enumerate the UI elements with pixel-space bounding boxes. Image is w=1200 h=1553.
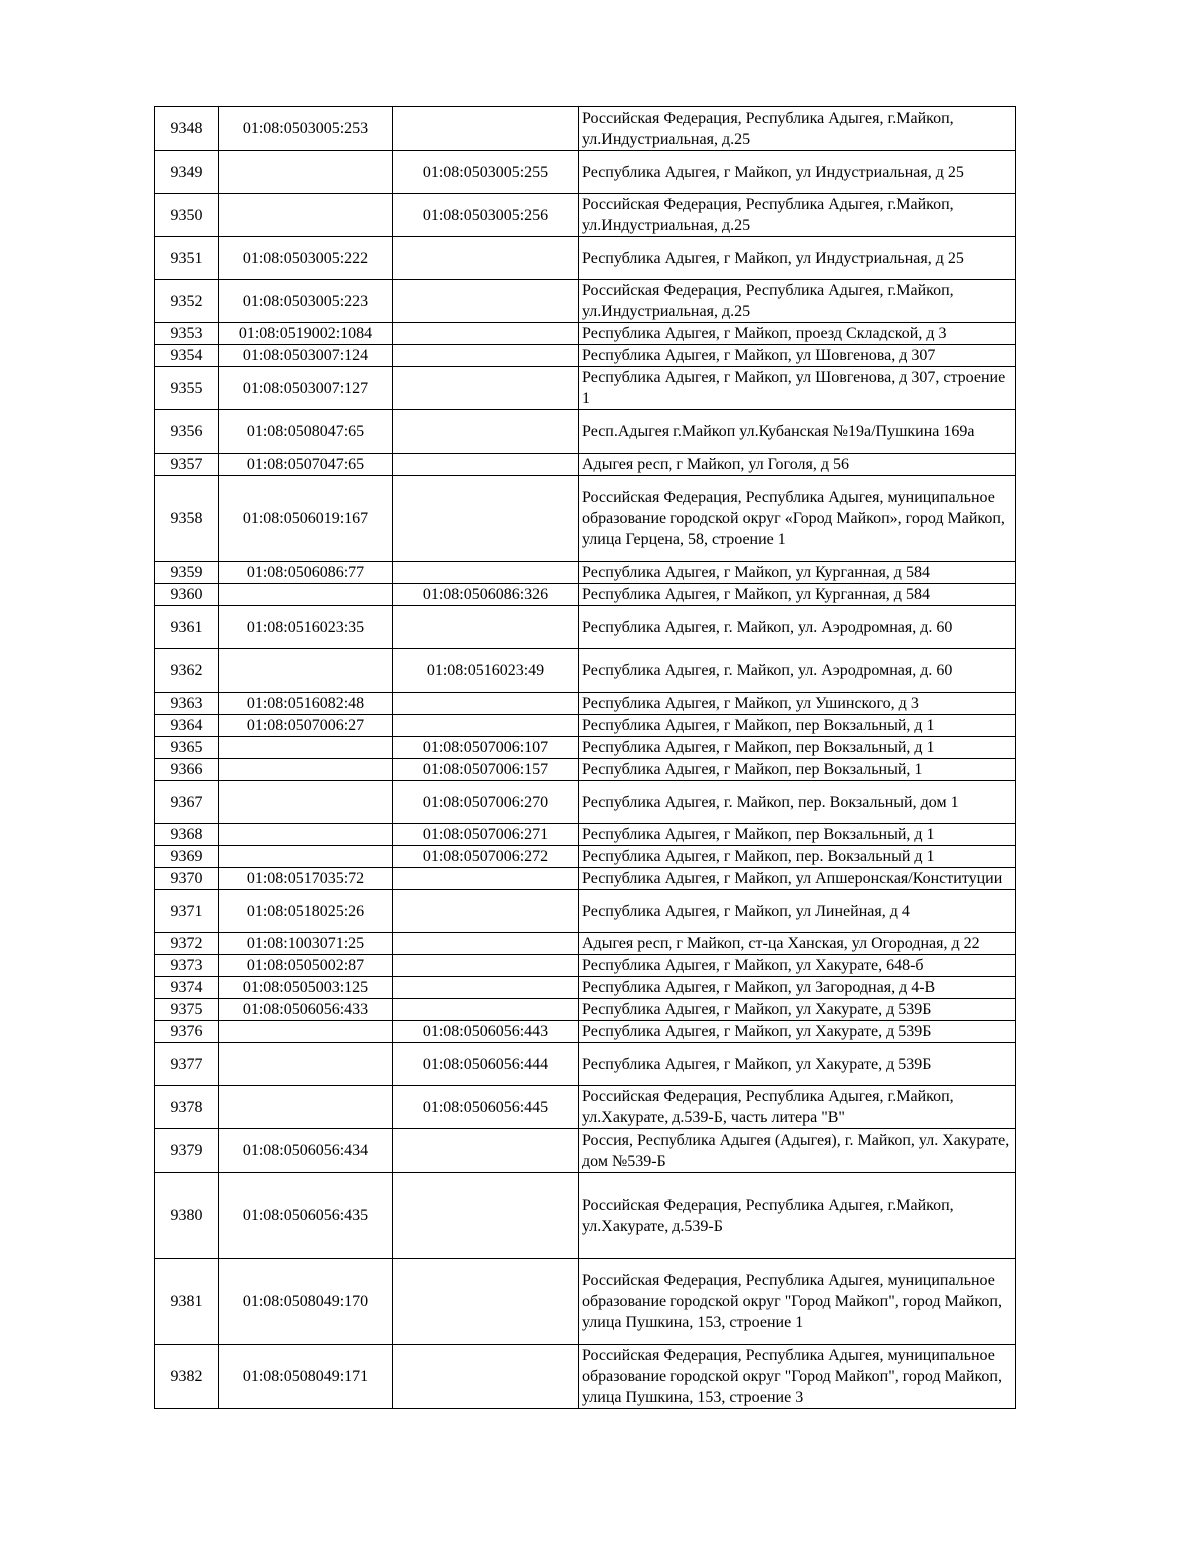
address-cell: Российская Федерация, Республика Адыгея, г.Майкоп, ул.Индустриальная, д.25 bbox=[579, 194, 1016, 237]
cadastral-number-cell: 01:08:0507006:27 bbox=[219, 715, 393, 737]
cadastral-number-cell: 01:08:0508049:170 bbox=[219, 1259, 393, 1345]
address-cell: Республика Адыгея, г. Майкоп, пер. Вокзальный, дом 1 bbox=[579, 781, 1016, 824]
related-cadastral-number-cell: 01:08:0503005:255 bbox=[393, 151, 579, 194]
cadastral-number-cell: 01:08:0506019:167 bbox=[219, 476, 393, 562]
related-cadastral-number-cell bbox=[393, 454, 579, 476]
cadastral-number-cell: 01:08:0503005:222 bbox=[219, 237, 393, 280]
table-row bbox=[155, 824, 1016, 846]
related-cadastral-number-cell bbox=[393, 345, 579, 367]
table-row bbox=[155, 1345, 1016, 1409]
table-row bbox=[155, 693, 1016, 715]
related-cadastral-number-cell bbox=[393, 693, 579, 715]
cadastral-number-cell: 01:08:0519002:1084 bbox=[219, 323, 393, 345]
address-cell: Республика Адыгея, г Майкоп, ул Хакурате, д 539Б bbox=[579, 999, 1016, 1021]
row-number-cell: 9370 bbox=[155, 868, 219, 890]
related-cadastral-number-cell bbox=[393, 562, 579, 584]
cadastral-number-cell: 01:08:0503007:124 bbox=[219, 345, 393, 367]
address-cell: Республика Адыгея, г Майкоп, ул Хакурате, 648-б bbox=[579, 955, 1016, 977]
table-row bbox=[155, 868, 1016, 890]
cadastral-number-cell: 01:08:0508049:171 bbox=[219, 1345, 393, 1409]
related-cadastral-number-cell bbox=[393, 476, 579, 562]
related-cadastral-number-cell: 01:08:0507006:271 bbox=[393, 824, 579, 846]
related-cadastral-number-cell bbox=[393, 890, 579, 933]
row-number-cell: 9356 bbox=[155, 410, 219, 454]
row-number-cell: 9357 bbox=[155, 454, 219, 476]
cadastral-number-cell bbox=[219, 846, 393, 868]
table-row bbox=[155, 410, 1016, 454]
table-row bbox=[155, 562, 1016, 584]
row-number-cell: 9375 bbox=[155, 999, 219, 1021]
address-cell: Республика Адыгея, г Майкоп, ул Хакурате, д 539Б bbox=[579, 1043, 1016, 1086]
table-row bbox=[155, 781, 1016, 824]
address-cell: Республика Адыгея, г Майкоп, ул Индустриальная, д 25 bbox=[579, 151, 1016, 194]
related-cadastral-number-cell: 01:08:0506056:444 bbox=[393, 1043, 579, 1086]
related-cadastral-number-cell: 01:08:0516023:49 bbox=[393, 649, 579, 693]
related-cadastral-number-cell bbox=[393, 606, 579, 649]
related-cadastral-number-cell bbox=[393, 1129, 579, 1173]
cadastral-number-cell bbox=[219, 1086, 393, 1129]
related-cadastral-number-cell bbox=[393, 868, 579, 890]
cadastral-number-cell: 01:08:1003071:25 bbox=[219, 933, 393, 955]
address-cell: Республика Адыгея, г Майкоп, ул Индустриальная, д 25 bbox=[579, 237, 1016, 280]
row-number-cell: 9351 bbox=[155, 237, 219, 280]
related-cadastral-number-cell: 01:08:0506086:326 bbox=[393, 584, 579, 606]
address-cell: Российская Федерация, Республика Адыгея, г.Майкоп, ул.Хакурате, д.539-Б, часть литера "В" bbox=[579, 1086, 1016, 1129]
address-cell: Российская Федерация, Республика Адыгея, муниципальное образование городской округ "Город Майкоп", город Майкоп, улица Пушкина, 153, строение 1 bbox=[579, 1259, 1016, 1345]
table-row bbox=[155, 454, 1016, 476]
row-number-cell: 9371 bbox=[155, 890, 219, 933]
address-cell: Республика Адыгея, г Майкоп, ул Ушинского, д 3 bbox=[579, 693, 1016, 715]
address-cell: Республика Адыгея, г Майкоп, ул Линейная, д 4 bbox=[579, 890, 1016, 933]
row-number-cell: 9364 bbox=[155, 715, 219, 737]
address-cell: Республика Адыгея, г Майкоп, пер Вокзальный, д 1 bbox=[579, 737, 1016, 759]
row-number-cell: 9368 bbox=[155, 824, 219, 846]
related-cadastral-number-cell bbox=[393, 955, 579, 977]
table-row bbox=[155, 107, 1016, 151]
cadastral-number-cell: 01:08:0518025:26 bbox=[219, 890, 393, 933]
related-cadastral-number-cell bbox=[393, 323, 579, 345]
cadastral-number-cell: 01:08:0516023:35 bbox=[219, 606, 393, 649]
table-row bbox=[155, 1173, 1016, 1259]
table-row bbox=[155, 737, 1016, 759]
cadastral-number-cell bbox=[219, 737, 393, 759]
related-cadastral-number-cell bbox=[393, 999, 579, 1021]
row-number-cell: 9365 bbox=[155, 737, 219, 759]
table-row bbox=[155, 323, 1016, 345]
address-cell: Республика Адыгея, г Майкоп, ул Шовгенова, д 307, строение 1 bbox=[579, 367, 1016, 410]
address-cell: Республика Адыгея, г Майкоп, пер. Вокзальный д 1 bbox=[579, 846, 1016, 868]
address-cell: Российская Федерация, Республика Адыгея, г.Майкоп, ул.Индустриальная, д.25 bbox=[579, 280, 1016, 323]
row-number-cell: 9378 bbox=[155, 1086, 219, 1129]
address-cell: Республика Адыгея, г Майкоп, ул Апшеронская/Конституции bbox=[579, 868, 1016, 890]
cadastral-number-cell bbox=[219, 824, 393, 846]
table-row bbox=[155, 977, 1016, 999]
address-cell: Республика Адыгея, г Майкоп, ул Курганная, д 584 bbox=[579, 562, 1016, 584]
related-cadastral-number-cell bbox=[393, 107, 579, 151]
address-cell: Республика Адыгея, г. Майкоп, ул. Аэродромная, д. 60 bbox=[579, 606, 1016, 649]
row-number-cell: 9376 bbox=[155, 1021, 219, 1043]
address-cell: Республика Адыгея, г Майкоп, проезд Складской, д 3 bbox=[579, 323, 1016, 345]
row-number-cell: 9355 bbox=[155, 367, 219, 410]
row-number-cell: 9366 bbox=[155, 759, 219, 781]
table-row bbox=[155, 345, 1016, 367]
cadastral-number-cell: 01:08:0505003:125 bbox=[219, 977, 393, 999]
related-cadastral-number-cell bbox=[393, 1173, 579, 1259]
address-cell: Республика Адыгея, г Майкоп, ул Загородная, д 4-В bbox=[579, 977, 1016, 999]
address-cell: Республика Адыгея, г Майкоп, ул Курганная, д 584 bbox=[579, 584, 1016, 606]
row-number-cell: 9352 bbox=[155, 280, 219, 323]
address-cell: Респ.Адыгея г.Майкоп ул.Кубанская №19а/Пушкина 169а bbox=[579, 410, 1016, 454]
row-number-cell: 9377 bbox=[155, 1043, 219, 1086]
address-cell: Адыгея респ, г Майкоп, ул Гоголя, д 56 bbox=[579, 454, 1016, 476]
table-row bbox=[155, 194, 1016, 237]
cadastral-number-cell: 01:08:0516082:48 bbox=[219, 693, 393, 715]
table-row bbox=[155, 1259, 1016, 1345]
table-row bbox=[155, 890, 1016, 933]
cadastral-number-cell: 01:08:0503005:223 bbox=[219, 280, 393, 323]
address-cell: Адыгея респ, г Майкоп, ст-ца Ханская, ул Огородная, д 22 bbox=[579, 933, 1016, 955]
related-cadastral-number-cell bbox=[393, 280, 579, 323]
table-row bbox=[155, 1086, 1016, 1129]
related-cadastral-number-cell bbox=[393, 410, 579, 454]
address-cell: Россия, Республика Адыгея (Адыгея), г. Майкоп, ул. Хакурате, дом №539-Б bbox=[579, 1129, 1016, 1173]
row-number-cell: 9379 bbox=[155, 1129, 219, 1173]
row-number-cell: 9367 bbox=[155, 781, 219, 824]
table-row bbox=[155, 715, 1016, 737]
row-number-cell: 9374 bbox=[155, 977, 219, 999]
related-cadastral-number-cell bbox=[393, 367, 579, 410]
row-number-cell: 9360 bbox=[155, 584, 219, 606]
cadastral-number-cell: 01:08:0506056:433 bbox=[219, 999, 393, 1021]
address-cell: Республика Адыгея, г. Майкоп, ул. Аэродромная, д. 60 bbox=[579, 649, 1016, 693]
row-number-cell: 9353 bbox=[155, 323, 219, 345]
related-cadastral-number-cell: 01:08:0503005:256 bbox=[393, 194, 579, 237]
address-cell: Республика Адыгея, г Майкоп, пер Вокзальный, д 1 bbox=[579, 715, 1016, 737]
row-number-cell: 9372 bbox=[155, 933, 219, 955]
cadastral-number-cell bbox=[219, 584, 393, 606]
table-row bbox=[155, 1129, 1016, 1173]
row-number-cell: 9358 bbox=[155, 476, 219, 562]
row-number-cell: 9362 bbox=[155, 649, 219, 693]
table-row bbox=[155, 759, 1016, 781]
table-row bbox=[155, 933, 1016, 955]
cadastral-number-cell bbox=[219, 1021, 393, 1043]
row-number-cell: 9354 bbox=[155, 345, 219, 367]
address-cell: Республика Адыгея, г Майкоп, пер Вокзальный, д 1 bbox=[579, 824, 1016, 846]
cadastral-number-cell: 01:08:0517035:72 bbox=[219, 868, 393, 890]
row-number-cell: 9373 bbox=[155, 955, 219, 977]
related-cadastral-number-cell: 01:08:0507006:272 bbox=[393, 846, 579, 868]
related-cadastral-number-cell bbox=[393, 977, 579, 999]
cadastral-number-cell: 01:08:0507047:65 bbox=[219, 454, 393, 476]
related-cadastral-number-cell bbox=[393, 1345, 579, 1409]
related-cadastral-number-cell: 01:08:0507006:270 bbox=[393, 781, 579, 824]
address-cell: Российская Федерация, Республика Адыгея, г.Майкоп, ул.Хакурате, д.539-Б bbox=[579, 1173, 1016, 1259]
cadastral-number-cell bbox=[219, 781, 393, 824]
cadastral-number-cell: 01:08:0503005:253 bbox=[219, 107, 393, 151]
table-row bbox=[155, 1021, 1016, 1043]
table-row bbox=[155, 649, 1016, 693]
row-number-cell: 9350 bbox=[155, 194, 219, 237]
table-row bbox=[155, 367, 1016, 410]
cadastral-number-cell bbox=[219, 194, 393, 237]
related-cadastral-number-cell bbox=[393, 715, 579, 737]
table-row bbox=[155, 476, 1016, 562]
related-cadastral-number-cell: 01:08:0506056:443 bbox=[393, 1021, 579, 1043]
cadastral-number-cell bbox=[219, 1043, 393, 1086]
cadastral-number-cell: 01:08:0506056:435 bbox=[219, 1173, 393, 1259]
row-number-cell: 9382 bbox=[155, 1345, 219, 1409]
property-table bbox=[154, 106, 1016, 1409]
row-number-cell: 9349 bbox=[155, 151, 219, 194]
row-number-cell: 9348 bbox=[155, 107, 219, 151]
address-cell: Республика Адыгея, г Майкоп, ул Шовгенова, д 307 bbox=[579, 345, 1016, 367]
table-row bbox=[155, 846, 1016, 868]
row-number-cell: 9363 bbox=[155, 693, 219, 715]
table-row bbox=[155, 955, 1016, 977]
table-row bbox=[155, 606, 1016, 649]
related-cadastral-number-cell: 01:08:0506056:445 bbox=[393, 1086, 579, 1129]
row-number-cell: 9369 bbox=[155, 846, 219, 868]
related-cadastral-number-cell bbox=[393, 237, 579, 280]
address-cell: Российская Федерация, Республика Адыгея, муниципальное образование городской округ «Город Майкоп», город Майкоп, улица Герцена, 58, строение 1 bbox=[579, 476, 1016, 562]
table-body bbox=[155, 107, 1016, 1409]
related-cadastral-number-cell: 01:08:0507006:107 bbox=[393, 737, 579, 759]
related-cadastral-number-cell bbox=[393, 1259, 579, 1345]
table-row bbox=[155, 999, 1016, 1021]
address-cell: Российская Федерация, Республика Адыгея, г.Майкоп, ул.Индустриальная, д.25 bbox=[579, 107, 1016, 151]
cadastral-number-cell: 01:08:0506086:77 bbox=[219, 562, 393, 584]
table-row bbox=[155, 151, 1016, 194]
row-number-cell: 9381 bbox=[155, 1259, 219, 1345]
cadastral-number-cell: 01:08:0506056:434 bbox=[219, 1129, 393, 1173]
cadastral-number-cell bbox=[219, 151, 393, 194]
cadastral-number-cell bbox=[219, 759, 393, 781]
cadastral-number-cell: 01:08:0503007:127 bbox=[219, 367, 393, 410]
table-row bbox=[155, 584, 1016, 606]
cadastral-number-cell: 01:08:0508047:65 bbox=[219, 410, 393, 454]
address-cell: Республика Адыгея, г Майкоп, пер Вокзальный, 1 bbox=[579, 759, 1016, 781]
related-cadastral-number-cell bbox=[393, 933, 579, 955]
row-number-cell: 9380 bbox=[155, 1173, 219, 1259]
table-row bbox=[155, 237, 1016, 280]
cadastral-number-cell: 01:08:0505002:87 bbox=[219, 955, 393, 977]
address-cell: Российская Федерация, Республика Адыгея, муниципальное образование городской округ "Город Майкоп", город Майкоп, улица Пушкина, 153, строение 3 bbox=[579, 1345, 1016, 1409]
row-number-cell: 9359 bbox=[155, 562, 219, 584]
table-row bbox=[155, 1043, 1016, 1086]
address-cell: Республика Адыгея, г Майкоп, ул Хакурате, д 539Б bbox=[579, 1021, 1016, 1043]
related-cadastral-number-cell: 01:08:0507006:157 bbox=[393, 759, 579, 781]
cadastral-number-cell bbox=[219, 649, 393, 693]
table-row bbox=[155, 280, 1016, 323]
row-number-cell: 9361 bbox=[155, 606, 219, 649]
